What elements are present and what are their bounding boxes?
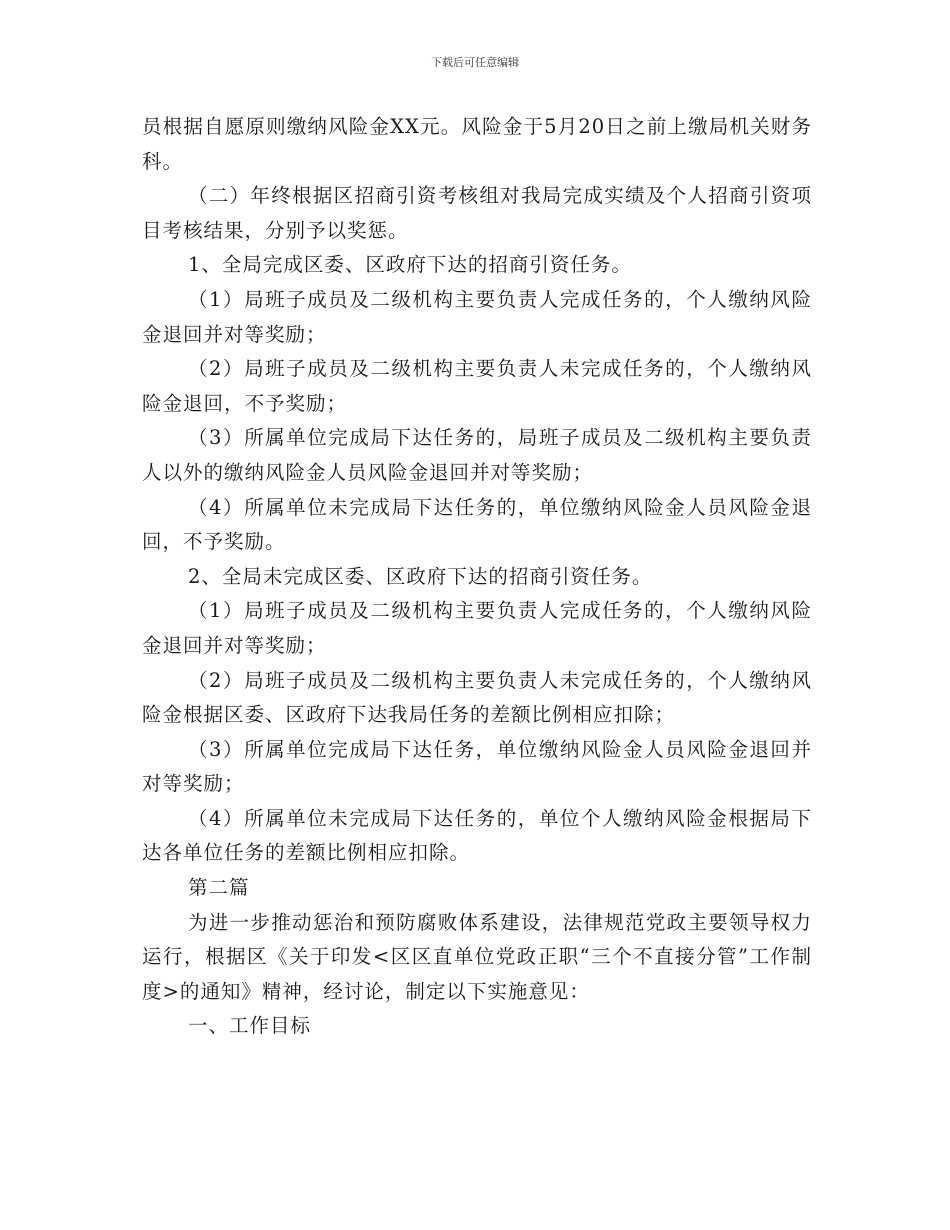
paragraph: （4）所属单位未完成局下达任务的，单位缴纳风险金人员风险金退回，不予奖励。 [142, 495, 812, 554]
paragraph: 1、全局完成区委、区政府下达的招商引资任务。 [188, 253, 632, 277]
paragraph: （2）局班子成员及二级机构主要负责人未完成任务的，个人缴纳风险金根据区委、区政府下达我局任务的差额比例相应扣除； [142, 668, 812, 727]
document-body [142, 110, 812, 1044]
paragraph: （二）年终根据区招商引资考核组对我局完成实绩及个人招商引资项目考核结果，分别予以奖惩。 [142, 184, 812, 242]
paragraph: （3）所属单位完成局下达任务的，局班子成员及二级机构主要负责人以外的缴纳风险金人员风险金退回并对等奖励； [142, 426, 812, 484]
paragraph: （1）局班子成员及二级机构主要负责人完成任务的，个人缴纳风险金退回并对等奖励； [142, 287, 812, 346]
paragraph: （1）局班子成员及二级机构主要负责人完成任务的，个人缴纳风险金退回并对等奖励； [142, 599, 812, 657]
paragraph: （3）所属单位完成局下达任务，单位缴纳风险金人员风险金退回并对等奖励； [142, 737, 812, 796]
paragraph: 员根据自愿原则缴纳风险金XX元。风险金于5月20日之前上缴局机关财务科。 [142, 115, 812, 173]
paragraph: （2）局班子成员及二级机构主要负责人未完成任务的，个人缴纳风险金退回，不予奖励； [142, 357, 812, 415]
section-heading: 第二篇 [188, 876, 250, 900]
paragraph: 为进一步推动惩治和预防腐败体系建设，法律规范党政主要领导权力运行，根据区《关于印发<区区直单位党政正职“三个不直接分管”工作制度>的通知》精神，经讨论，制定以下实施意见： [142, 910, 812, 1003]
paragraph: 2、全局未完成区委、区政府下达的招商引资任务。 [188, 564, 653, 588]
section-heading: 一、工作目标 [188, 1014, 312, 1038]
paragraph: （4）所属单位未完成局下达任务的，单位个人缴纳风险金根据局下达各单位任务的差额比例相应扣除。 [142, 806, 812, 865]
page-header: 下载后可任意编辑 [431, 56, 519, 69]
